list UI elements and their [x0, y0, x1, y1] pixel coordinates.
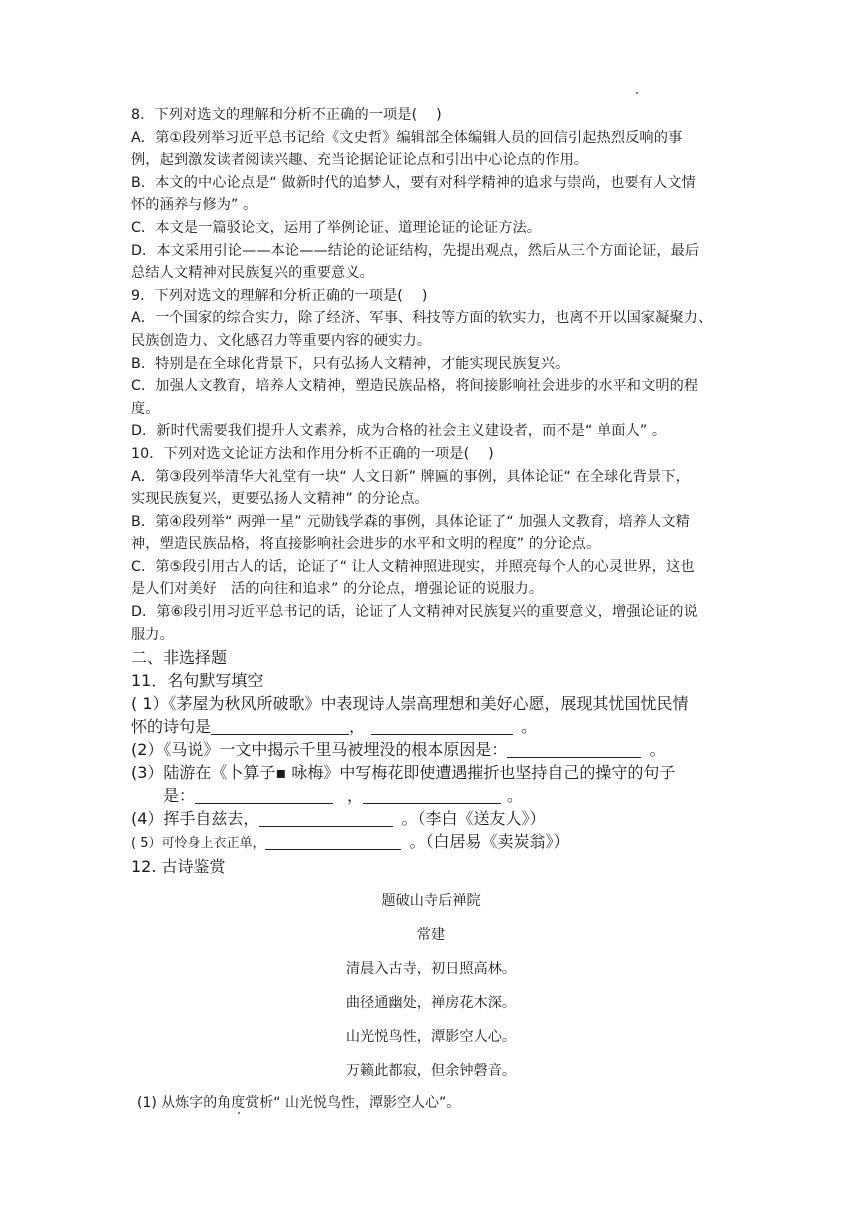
option-c: C．第⑤段引用古人的话，论证了“ 让人文精神照进现实，并照亮每个人的心灵世界，这也: [131, 558, 695, 575]
fill-text: 怀的诗句是: [131, 717, 212, 737]
poem-title: 题破山寺后禅院: [381, 893, 481, 910]
question-11: [131, 669, 741, 855]
option-d-cont: 总结人文精神对民族复兴的重要意义。: [131, 265, 374, 282]
option-a-cont: 民族创造力、文化感召力等重要内容的硬实力。: [131, 332, 432, 349]
fill-sep: ，: [349, 717, 366, 737]
fill-end: 。（白居易《卖炭翁》）: [409, 832, 570, 852]
scan-dot: [636, 92, 638, 94]
option-a-cont: 实现民族复兴，更要弘扬人文精神” 的分论点。: [131, 491, 429, 508]
question-10: [131, 443, 741, 646]
fill-text: 是：: [163, 786, 196, 806]
option-a: A．第③段列举清华大礼堂有一块“ 人文日新” 牌匾的事例，具体论证“ 在全球化背景下，: [131, 468, 690, 485]
fill-item-4: [131, 807, 741, 830]
option-c-cont: 度。: [131, 400, 160, 417]
option-a: A．第①段列举习近平总书记给《文史哲》编辑部全体编辑人员的回信引起热烈反响的事: [131, 129, 683, 146]
document-content: [131, 104, 741, 1114]
fill-text: (2）《马说》一文中揭示千里马被埋没的根本原因是：: [131, 740, 508, 760]
option-b: B．第④段列举“ 两弹一星” 元勋钱学森的事例，具体论证了“ 加强人文教育，培养人文精: [131, 513, 690, 530]
question-stem: 9．下列对选文的理解和分析正确的一项是( ): [131, 287, 428, 304]
question-stem: 10．下列对选文论证方法和作用分析不正确的一项是( ): [131, 445, 494, 462]
fill-text: ( 5）可怜身上衣正单，: [131, 836, 266, 852]
question-12: [131, 855, 741, 1114]
option-d: D．第⑥段引用习近平总书记的话，论证了人文精神对民族复兴的重要意义，增强论证的说: [131, 604, 698, 621]
option-b-cont: 怀的涵养与修为” 。: [131, 197, 258, 214]
fill-item-5: [131, 830, 741, 855]
fill-item-3: (3）陆游在《卜算子▪ 咏梅》中写梅花即使遭遇摧折也坚持自己的操守的句子: [131, 763, 676, 783]
answer-blank[interactable]: [507, 741, 641, 758]
fill-sep: ，: [347, 786, 364, 806]
option-b-cont: 神，塑造民族品格，将直接影响社会进步的水平和文明的程度” 的分论点。: [131, 536, 601, 553]
fill-item-1: ( 1）《茅屋为秋风所破歌》中表现诗人崇高理想和美好心愿，展现其忧国忧民情: [131, 694, 689, 714]
poem-line: 清晨入古寺，初日照高林。: [345, 961, 517, 978]
question-stem: 12. 古诗鉴赏: [131, 857, 226, 877]
poem-line: 万籁此都寂，但余钟磬音。: [345, 1063, 517, 1080]
answer-blank[interactable]: [211, 718, 349, 735]
fill-end: 。: [649, 740, 666, 760]
fill-item-1-cont: [131, 715, 741, 738]
poem-author: 常建: [416, 927, 446, 944]
option-b: B．本文的中心论点是“ 做新时代的追梦人，要有对科学精神的追求与崇尚，也要有人文情: [131, 174, 696, 191]
sub-question-1: (1) 从炼字的角度赏析“ 山光悦鸟性，潭影空人心”。: [137, 1095, 461, 1112]
fill-item-3-cont: [131, 784, 741, 807]
poem-line: 山光悦鸟性，潭影空人心。: [345, 1029, 517, 1046]
option-a: A．一个国家的综合实力，除了经济、军事、科技等方面的软实力，也离不开以国家凝聚力、: [131, 310, 713, 327]
question-stem: 11．名句默写填空: [131, 671, 264, 691]
option-d-cont: 服力。: [131, 626, 174, 643]
fill-end: 。: [507, 786, 524, 806]
option-c: C．本文是一篇驳论文，运用了举例论证、道理论证的论证方法。: [131, 219, 542, 236]
answer-blank[interactable]: [259, 810, 393, 827]
fill-end: 。: [521, 717, 538, 737]
answer-blank[interactable]: [195, 787, 333, 804]
fill-text: (4）挥手自兹去，: [131, 809, 260, 829]
question-stem: 8．下列对选文的理解和分析不正确的一项是( ): [131, 107, 442, 123]
answer-blank[interactable]: [363, 787, 501, 804]
option-d: D．新时代需要我们提升人文素养，成为合格的社会主义建设者，而不是“ 单面人” 。: [131, 423, 667, 440]
option-c: C．加强人文教育，培养人文精神，塑造民族品格，将间接影响社会进步的水平和文明的程: [131, 378, 699, 395]
option-c-cont: 是人们对美好 活的向往和追求” 的分论点，增强论证的说服力。: [131, 581, 544, 598]
section-heading: 二、非选择题: [131, 648, 228, 668]
fill-item-2: [131, 738, 741, 761]
question-8: [131, 104, 741, 285]
fill-end: 。（李白《送友人》）: [401, 809, 546, 829]
option-a-cont: 例，起到激发读者阅读兴趣、充当论据论证论点和引出中心论点的作用。: [131, 152, 589, 169]
option-b: B．特别是在全球化背景下，只有弘扬人文精神，才能实现民族复兴。: [131, 355, 570, 372]
answer-blank[interactable]: [265, 833, 401, 850]
answer-blank[interactable]: [371, 718, 513, 735]
option-d: D．本文采用引论——本论——结论的论证结构，先提出观点，然后从三个方面论证，最后: [131, 242, 700, 259]
poem-line: 曲径通幽处，禅房花木深。: [345, 995, 517, 1012]
question-9: [131, 285, 741, 443]
